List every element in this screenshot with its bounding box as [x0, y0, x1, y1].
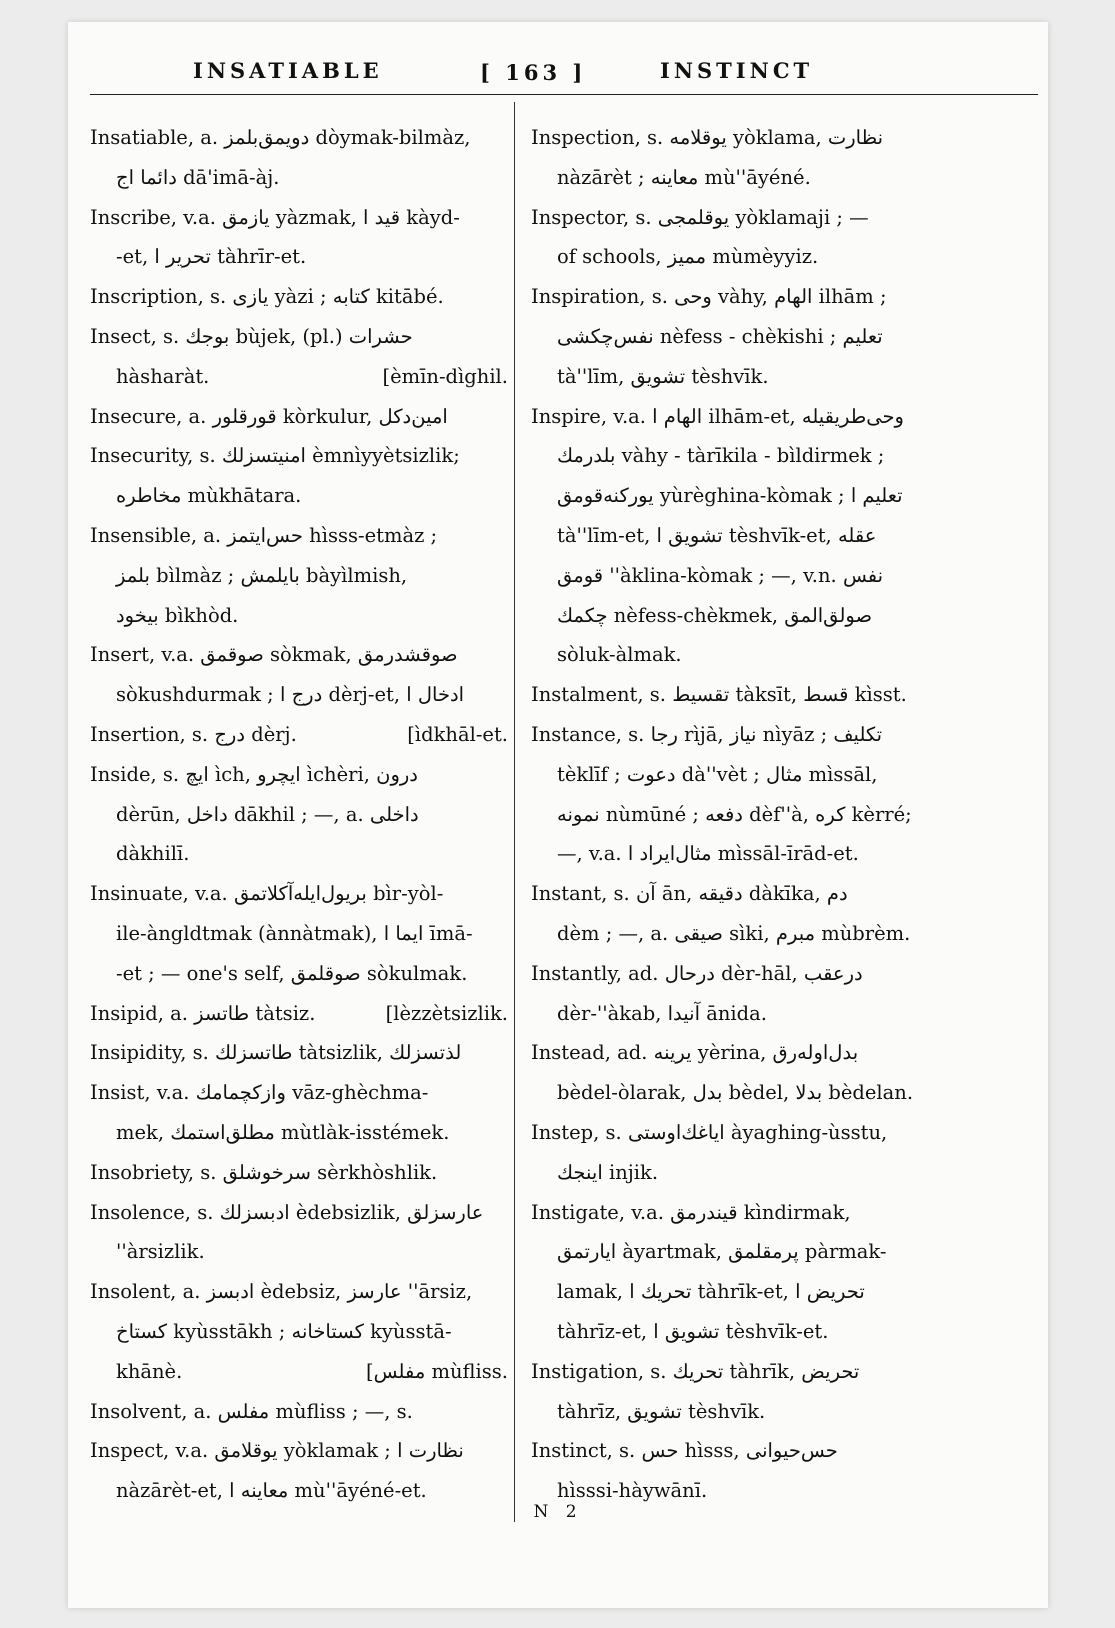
entry-line — [531, 277, 967, 317]
entry-line — [90, 1352, 508, 1392]
entry-text: بلدرمك vàhy - tàrīkila - bìldirmek ; — [557, 444, 885, 468]
entry-line — [90, 1392, 508, 1432]
entry-text: نفس‌چکشی nèfess - chèkishi ; تعلیم — [557, 324, 883, 348]
entry-line — [531, 755, 967, 795]
entry-line — [90, 1312, 508, 1352]
entry-text: tàhrīz, تشویق tèshvīk. — [557, 1399, 766, 1423]
entry-line — [531, 914, 967, 954]
entry-text: Instance, s. رجا rìjā, نیاز nìyāz ; تکلیف — [531, 722, 883, 746]
entry-line — [531, 1113, 967, 1153]
entry-line — [90, 1113, 508, 1153]
entry-text: Insecurity, s. امنیتسزلك èmnìyyètsizlik; — [90, 444, 460, 468]
entry-text: Inspection, s. یوقلامه yòklama, نظارت — [531, 126, 884, 149]
entry-line — [90, 1033, 508, 1073]
entry-line — [531, 1232, 967, 1272]
entry-text: Insensible, a. حس‌ایتمز hìsss-etmàz ; — [90, 523, 438, 547]
entry-line — [90, 476, 508, 516]
entry-line — [90, 317, 508, 357]
entry-line — [90, 635, 508, 675]
entry-line — [531, 118, 967, 158]
entry-line — [90, 118, 508, 158]
entry-text: Instep, s. ایاغك‌اوستی àyaghing-ùsstu, — [531, 1120, 888, 1144]
entry-continuation: [èmīn-dìghil. — [382, 364, 508, 388]
entry-line — [90, 436, 508, 476]
entry-text: Insert, v.a. صوقمق sòkmak, صوقشدرمق — [90, 643, 458, 667]
entry-line — [531, 874, 967, 914]
entry-text: Insobriety, s. سرخوشلق sèrkhòshlik. — [90, 1160, 438, 1184]
entry-text: Instantly, ad. درحال dèr-hāl, درعقب — [531, 961, 863, 985]
entry-line — [90, 755, 508, 795]
entry-line — [531, 675, 967, 715]
entry-line — [531, 397, 967, 437]
entry-line — [531, 1073, 967, 1113]
entry-text: دائما اج dā'imā-àj. — [116, 165, 280, 189]
entry-text: ایارتمق àyartmak, پرمقلمق pàrmak- — [557, 1240, 887, 1264]
entry-line — [531, 1352, 967, 1392]
entry-line — [90, 1232, 508, 1272]
entry-line — [531, 834, 967, 874]
entry-line — [531, 1193, 967, 1233]
entry-text: قومق ''àklina-kòmak ; —, v.n. نفس — [557, 563, 884, 587]
entry-text: nàzārèt ; معاینه mù''āyéné. — [557, 165, 811, 189]
entry-continuation: [مفلس mùfliss. — [366, 1359, 508, 1383]
entry-text: Instead, ad. یرینه yèrina, بدل‌اولەرق — [531, 1041, 859, 1065]
entry-text: Inscription, s. یازی yàzi ; کتابه kitābé. — [90, 285, 444, 309]
entry-line — [531, 1153, 967, 1193]
entry-text: nàzārèt-et, معاینه ا mù''āyéné-et. — [116, 1479, 427, 1503]
entry-text: Insolence, s. ادبسزلك èdebsizlik, عارسزلق — [90, 1200, 484, 1224]
entry-line — [90, 914, 508, 954]
left-column — [90, 118, 508, 1511]
entry-line — [531, 516, 967, 556]
header-rule — [90, 94, 1038, 95]
entry-text: sòluk-àlmak. — [557, 643, 682, 667]
entry-text: —, v.a. مثال‌ایراد ا mìssāl-īrād-et. — [557, 842, 859, 866]
dictionary-page — [68, 22, 1048, 1608]
entry-text: چکمك nèfess-chèkmek, صولق‌المق — [557, 603, 873, 627]
entry-line — [531, 317, 967, 357]
entry-line — [531, 436, 967, 476]
entry-text: Inspect, v.a. یوقلامق yòklamak ; نظارت ا — [90, 1439, 464, 1463]
entry-line — [531, 1392, 967, 1432]
page-number: [ 163 ] — [480, 60, 587, 85]
right-column — [531, 118, 967, 1511]
entry-text: Inside, s. ایچ ìch, ایچرو ìchèri, درون — [90, 762, 418, 786]
running-header — [68, 58, 1048, 88]
entry-text: of schools, ممیز mùmèyyiz. — [557, 245, 819, 269]
entry-text: Insatiable, a. دویمق‌بلمز dòymak-bilmàz, — [90, 126, 471, 149]
entry-text: Instigate, v.a. قیندرمق kìndirmak, — [531, 1200, 851, 1224]
entry-text: dèr-''àkab, آنیدا ānida. — [557, 1001, 767, 1025]
entry-line — [531, 1431, 967, 1471]
entry-continuation: [lèzzètsizlik. — [385, 1001, 508, 1025]
entry-line — [531, 596, 967, 636]
entry-text: Instigation, s. تحریك tàhrīk, تحریض — [531, 1359, 860, 1383]
entry-text: مخاطره mùkhātara. — [116, 484, 302, 508]
entry-text: Insecure, a. قورقلور kòrkulur, امین‌دکل — [90, 404, 448, 428]
entry-text: ''àrsizlik. — [116, 1240, 205, 1264]
entry-line — [90, 357, 508, 397]
entry-line — [90, 397, 508, 437]
entry-text: Insect, s. بوجك bùjek, (pl.) حشرات — [90, 324, 413, 348]
entry-text: Insertion, s. درج dèrj. — [90, 722, 297, 746]
entry-text: tèklīf ; دعوت dà''vèt ; مثال mìssāl, — [557, 762, 878, 786]
entry-text: Inscribe, v.a. یازمق yàzmak, قید ا kàyd- — [90, 205, 460, 229]
entry-text: dèm ; —, a. صیقی sìki, مبرم mùbrèm. — [557, 921, 911, 945]
entry-line — [90, 277, 508, 317]
entry-text: ile-àngldtmak (ànnàtmak), ایما ا īmā- — [116, 921, 473, 945]
entry-line — [531, 198, 967, 238]
entry-text: Instalment, s. تقسیط tàksīt, قسط kìsst. — [531, 683, 907, 707]
entry-text: Inspire, v.a. الهام ا ilhām-et, وحی‌طریقیله — [531, 404, 904, 428]
entry-line — [531, 1312, 967, 1352]
entry-text: tàhrīz-et, تشویق ا tèshvīk-et. — [557, 1319, 829, 1343]
entry-text: -et ; — one's self, صوقلمق sòkulmak. — [116, 961, 468, 985]
entry-text: mek, مطلق‌استمك mùtlàk-isstémek. — [116, 1120, 450, 1144]
entry-text: Insist, v.a. وازکچمامك vāz-ghèchma- — [90, 1081, 429, 1105]
header-left-word: INSATIABLE — [193, 58, 383, 83]
entry-text: sòkushdurmak ; درج ا dèrj-et, ادخال ا — [116, 683, 465, 707]
entry-text: اینجك injik. — [557, 1160, 659, 1184]
entry-text: Insipidity, s. طاتسزلك tàtsizlik, لذتسزلك — [90, 1041, 462, 1065]
entry-line — [90, 516, 508, 556]
entry-text: Inspector, s. یوقلمجی yòklamaji ; — — [531, 205, 869, 229]
entry-text: tà''līm, تشویق tèshvīk. — [557, 364, 769, 388]
entry-text: Insolvent, a. مفلس mùfliss ; —, s. — [90, 1399, 413, 1423]
entry-line — [531, 158, 967, 198]
entry-text: بلمز bìlmàz ; بایلمش bàyìlmish, — [116, 563, 408, 587]
entry-text: khānè. — [116, 1359, 183, 1383]
entry-text: Instant, s. آن ān, دقیقه dàkīka, دم — [531, 882, 848, 906]
entry-line — [531, 476, 967, 516]
entry-text: یورکنه‌قومق yùrèghina-kòmak ; تعلیم ا — [557, 484, 903, 508]
entry-text: Insipid, a. طاتسز tàtsiz. — [90, 1001, 316, 1025]
entry-line — [531, 556, 967, 596]
entry-text: Instinct, s. حس hìsss, حس‌حیوانی — [531, 1439, 838, 1463]
entry-line — [90, 1073, 508, 1113]
entry-text: نمونه nùmūné ; دفعه dèf''à, کره kèrré; — [557, 802, 912, 826]
entry-text: dàkhilī. — [116, 842, 190, 866]
entry-line — [531, 237, 967, 277]
header-right-word: INSTINCT — [660, 58, 814, 83]
entry-text: Insolent, a. ادبسز èdebsiz, عارسز ''ārsiz, — [90, 1280, 473, 1304]
entry-line — [90, 715, 508, 755]
entry-text: Insinuate, v.a. بریول‌ایله‌آکلاتمق bìr-yòl- — [90, 882, 444, 906]
entry-line — [531, 954, 967, 994]
entry-text: tà''līm-et, تشویق ا tèshvīk-et, عقله — [557, 523, 877, 547]
entry-text: lamak, تحریك ا tàhrīk-et, تحریض ا — [557, 1280, 865, 1304]
entry-line — [531, 1272, 967, 1312]
entry-text: hàsharàt. — [116, 364, 210, 388]
entry-line — [90, 874, 508, 914]
entry-line — [90, 994, 508, 1034]
entry-text: بیخود bìkhòd. — [116, 603, 239, 627]
entry-text: کستاخ kyùsstākh ; کستاخانه kyùsstā- — [116, 1319, 452, 1343]
entry-line — [531, 994, 967, 1034]
entry-line — [90, 237, 508, 277]
column-divider — [514, 102, 515, 1522]
entry-line — [531, 1033, 967, 1073]
entry-line — [90, 675, 508, 715]
entry-line — [531, 715, 967, 755]
entry-line — [90, 834, 508, 874]
entry-continuation: [ìdkhāl-et. — [407, 722, 508, 746]
entry-line — [90, 556, 508, 596]
entry-line — [90, 795, 508, 835]
entry-text: -et, تحریر ا tàhrīr-et. — [116, 245, 307, 269]
entry-line — [90, 1193, 508, 1233]
entry-text: bèdel-òlarak, بدل bèdel, بدلا bèdelan. — [557, 1081, 914, 1105]
entry-text: hìsssi-hàywānī. — [557, 1479, 708, 1503]
signature-mark: N 2 — [533, 1502, 583, 1522]
entry-line — [90, 198, 508, 238]
entry-line — [90, 158, 508, 198]
entry-line — [90, 596, 508, 636]
entry-line — [531, 635, 967, 675]
entry-text: dèrūn, داخل dākhil ; —, a. داخلی — [116, 802, 419, 826]
entry-line — [90, 954, 508, 994]
entry-line — [531, 357, 967, 397]
entry-text: Inspiration, s. وحی vàhy, الهام ilhām ; — [531, 285, 887, 309]
entry-line — [90, 1272, 508, 1312]
entry-line — [90, 1153, 508, 1193]
entry-line — [90, 1431, 508, 1471]
entry-line — [531, 795, 967, 835]
